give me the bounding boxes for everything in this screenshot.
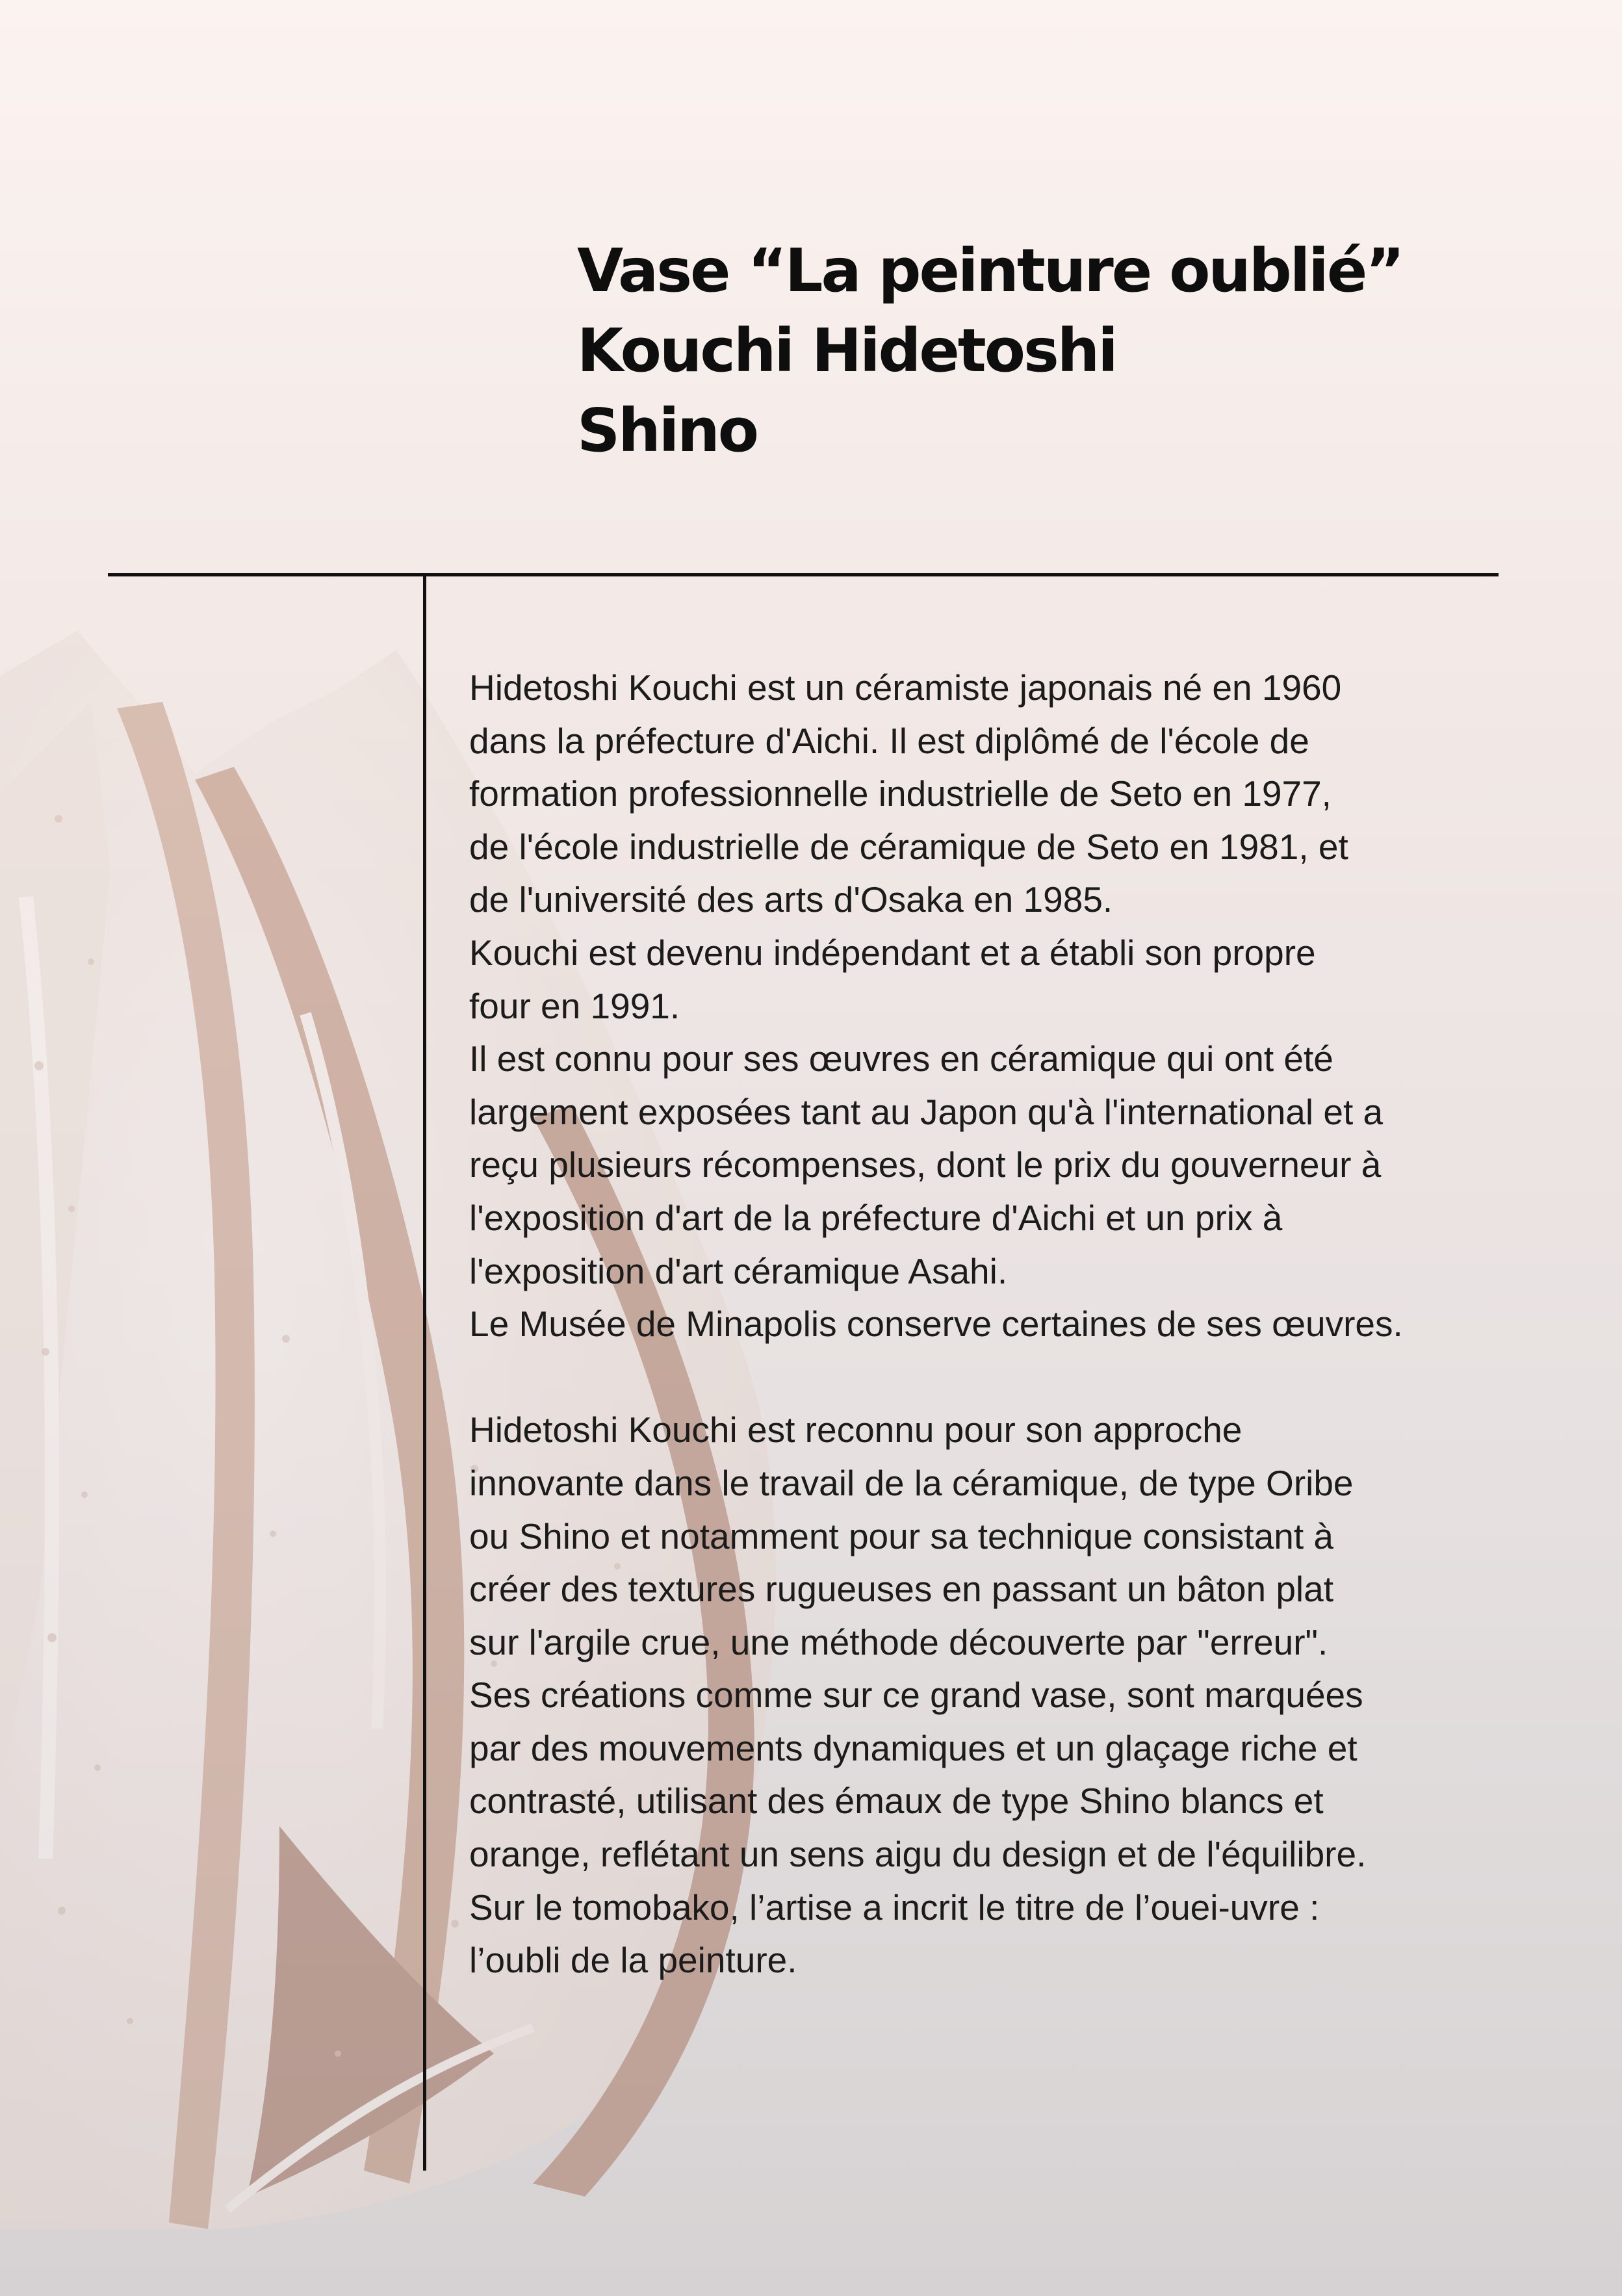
text-line: Sur le tomobako, l’artise a incrit le titre de l’ouei-uvre : (469, 1887, 1320, 1928)
text-line: contrasté, utilisant des émaux de type Shino blancs et (469, 1781, 1324, 1822)
text-line: Kouchi est devenu indépendant et a établi son propre (469, 932, 1316, 973)
text-line: innovante dans le travail de la céramique, de type Oribe (469, 1462, 1354, 1503)
text-line: reçu plusieurs récompenses, dont le prix du gouverneur à (469, 1144, 1382, 1185)
text-line: Il est connu pour ses œuvres en céramique qui ont été (469, 1038, 1333, 1079)
text-line: dans la préfecture d'Aichi. Il est diplômé de l'école de (469, 720, 1309, 761)
text-line: Ses créations comme sur ce grand vase, sont marquées (469, 1675, 1363, 1716)
article-body (469, 662, 1535, 1987)
text-line: par des mouvements dynamiques et un glaçage riche et (469, 1727, 1358, 1768)
text-line: orange, reflétant un sens aigu du design et de l'équilibre. (469, 1834, 1367, 1875)
text-line: formation professionnelle industrielle de Seto en 1977, (469, 773, 1332, 814)
text-line: créer des textures rugueuses en passant un bâton plat (469, 1569, 1334, 1610)
text-line: Hidetoshi Kouchi est un céramiste japonais né en 1960 (469, 667, 1342, 708)
title-block (577, 231, 1487, 471)
text-line: four en 1991. (469, 985, 680, 1026)
text-line: Hidetoshi Kouchi est reconnu pour son approche (469, 1410, 1242, 1451)
text-line: sur l'argile crue, une méthode découverte par "erreur". (469, 1621, 1328, 1662)
text-line: l’oubli de la peinture. (469, 1940, 797, 1981)
text-line: Le Musée de Minapolis conserve certaines de ses œuvres. (469, 1304, 1403, 1345)
text-line: l'exposition d'art céramique Asahi. (469, 1250, 1008, 1291)
text-line: largement exposées tant au Japon qu'à l'international et a (469, 1091, 1384, 1132)
title-artwork: Vase “La peinture oublié” (577, 236, 1403, 305)
text-line: de l'école industrielle de céramique de Seto en 1981, et (469, 826, 1348, 867)
title-style: Shino (577, 396, 757, 465)
vertical-divider (423, 575, 426, 2171)
horizontal-divider (108, 573, 1499, 576)
text-line: ou Shino et notamment pour sa technique consistant à (469, 1516, 1334, 1556)
text-line: de l'université des arts d'Osaka en 1985. (469, 879, 1113, 920)
text-line: l'exposition d'art de la préfecture d'Aichi et un prix à (469, 1197, 1283, 1238)
title-artist: Kouchi Hidetoshi (577, 316, 1116, 385)
paragraph-spacer (469, 1351, 1535, 1404)
